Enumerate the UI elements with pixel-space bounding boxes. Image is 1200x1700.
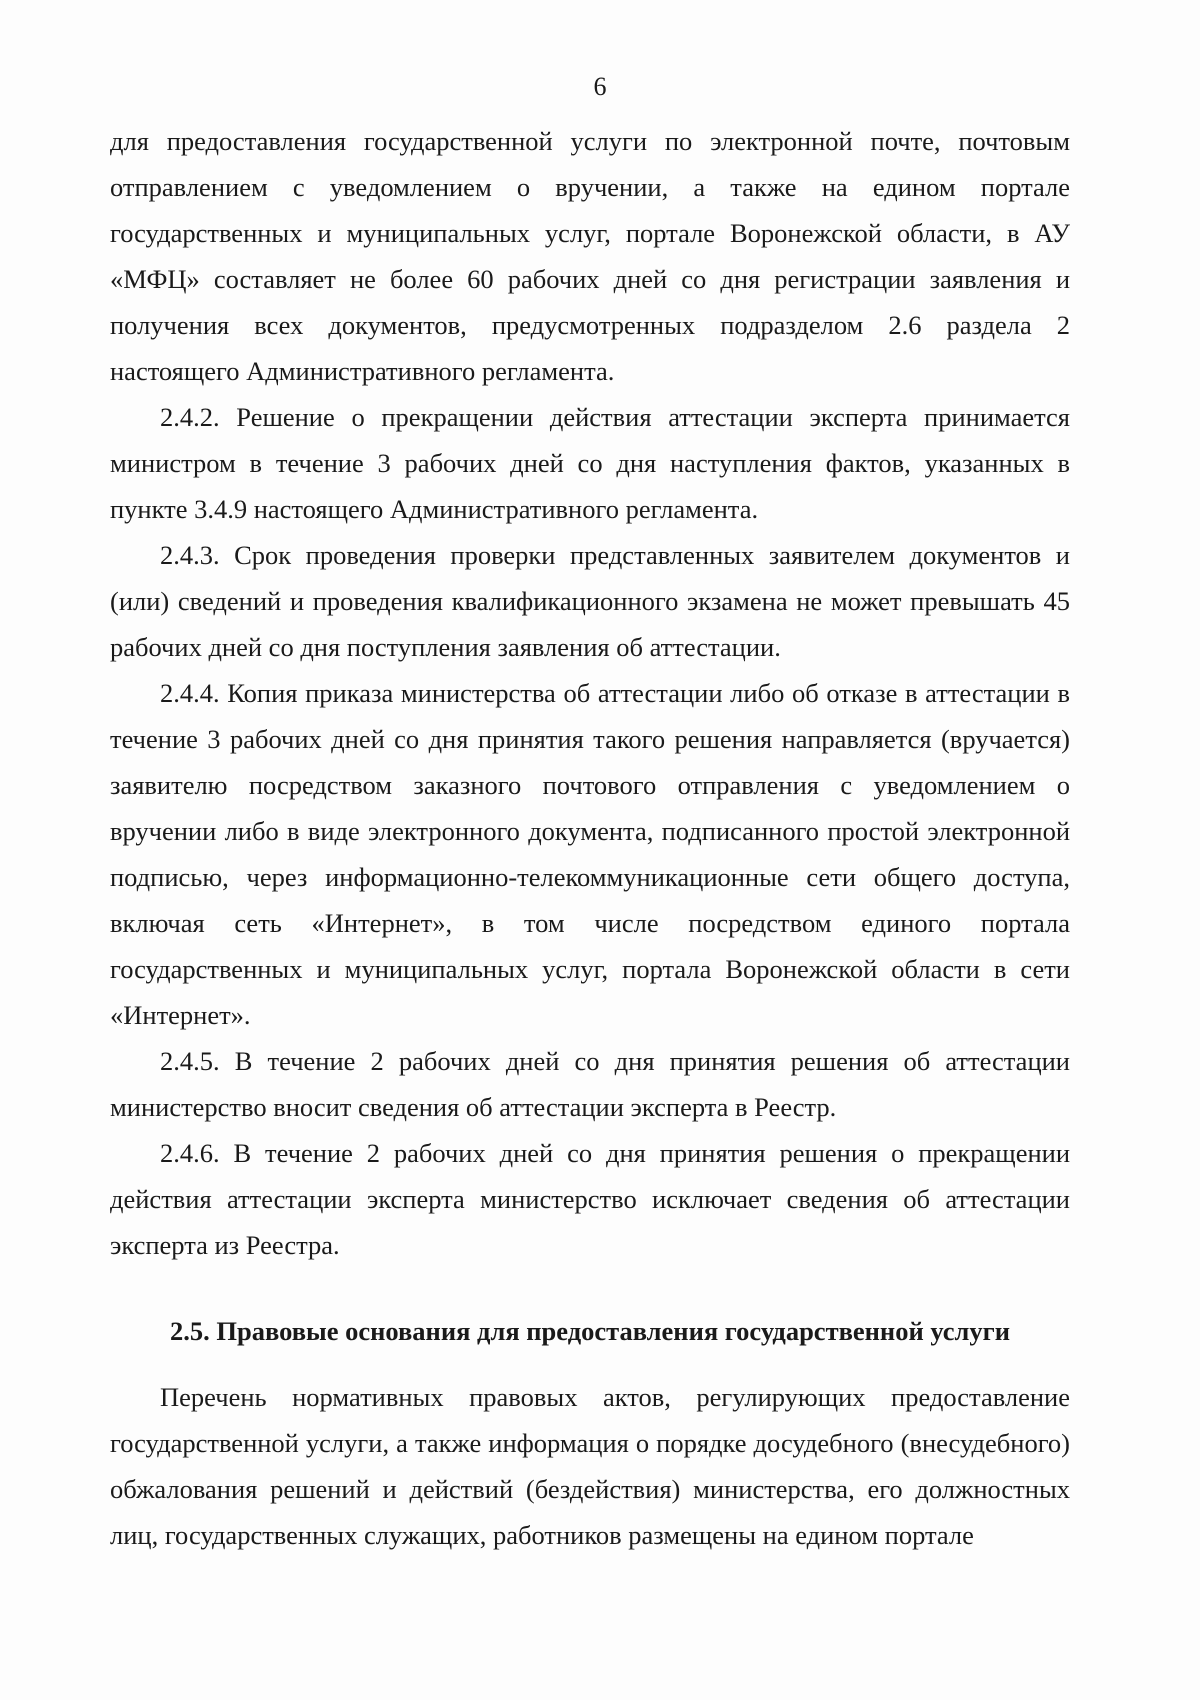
paragraph-2-4-4: 2.4.4. Копия приказа министерства об аттестации либо об отказе в аттестации в течение 3 рабочих дней со дня принятия такого решения направляется (вручается) заявителю посредством заказного почтового отправления с уведомлением о вручении либо в виде электронного документа, подписанного простой электронной подписью, через информационно-телекоммуникационные сети общего доступа, включая сеть «Интернет», в том числе посредством единого портала государственных и муниципальных услуг, портала Воронежской области в сети «Интернет».: [110, 678, 1070, 1030]
paragraph-2-4-5: 2.4.5. В течение 2 рабочих дней со дня принятия решения об аттестации министерство вносит сведения об аттестации эксперта в Реестр.: [110, 1046, 1070, 1122]
paragraph-2-4-6: 2.4.6. В течение 2 рабочих дней со дня принятия решения о прекращении действия аттестации эксперта министерство исключает сведения об аттестации эксперта из Реестра.: [110, 1138, 1070, 1260]
paragraph-continuation: для предоставления государственной услуги по электронной почте, почтовым отправлением с уведомлением о вручении, а также на едином портале государственных и муниципальных услуг, портале Воронежской области, в АУ «МФЦ» составляет не более 60 рабочих дней со дня регистрации заявления и получения всех документов, предусмотренных подразделом 2.6 раздела 2 настоящего Административного регламента.: [110, 126, 1070, 386]
page-number: 6: [593, 72, 607, 101]
paragraph-2-4-3: 2.4.3. Срок проведения проверки представленных заявителем документов и (или) сведений и проведения квалификационного экзамена не может превышать 45 рабочих дней со дня поступления заявления об аттестации.: [110, 540, 1070, 662]
document-body: [110, 118, 1070, 1558]
section-heading-2-5: 2.5. Правовые основания для предоставления государственной услуги: [170, 1316, 1010, 1346]
paragraph-2-4-2: 2.4.2. Решение о прекращении действия аттестации эксперта принимается министром в течение 3 рабочих дней со дня наступления фактов, указанных в пункте 3.4.9 настоящего Административного регламента.: [110, 402, 1070, 524]
paragraph-2-5-text: Перечень нормативных правовых актов, регулирующих предоставление государственной услуги, а также информация о порядке досудебного (внесудебного) обжалования решений и действий (бездействия) министерства, его должностных лиц, государственных служащих, работников размещены на едином портале: [110, 1382, 1070, 1550]
